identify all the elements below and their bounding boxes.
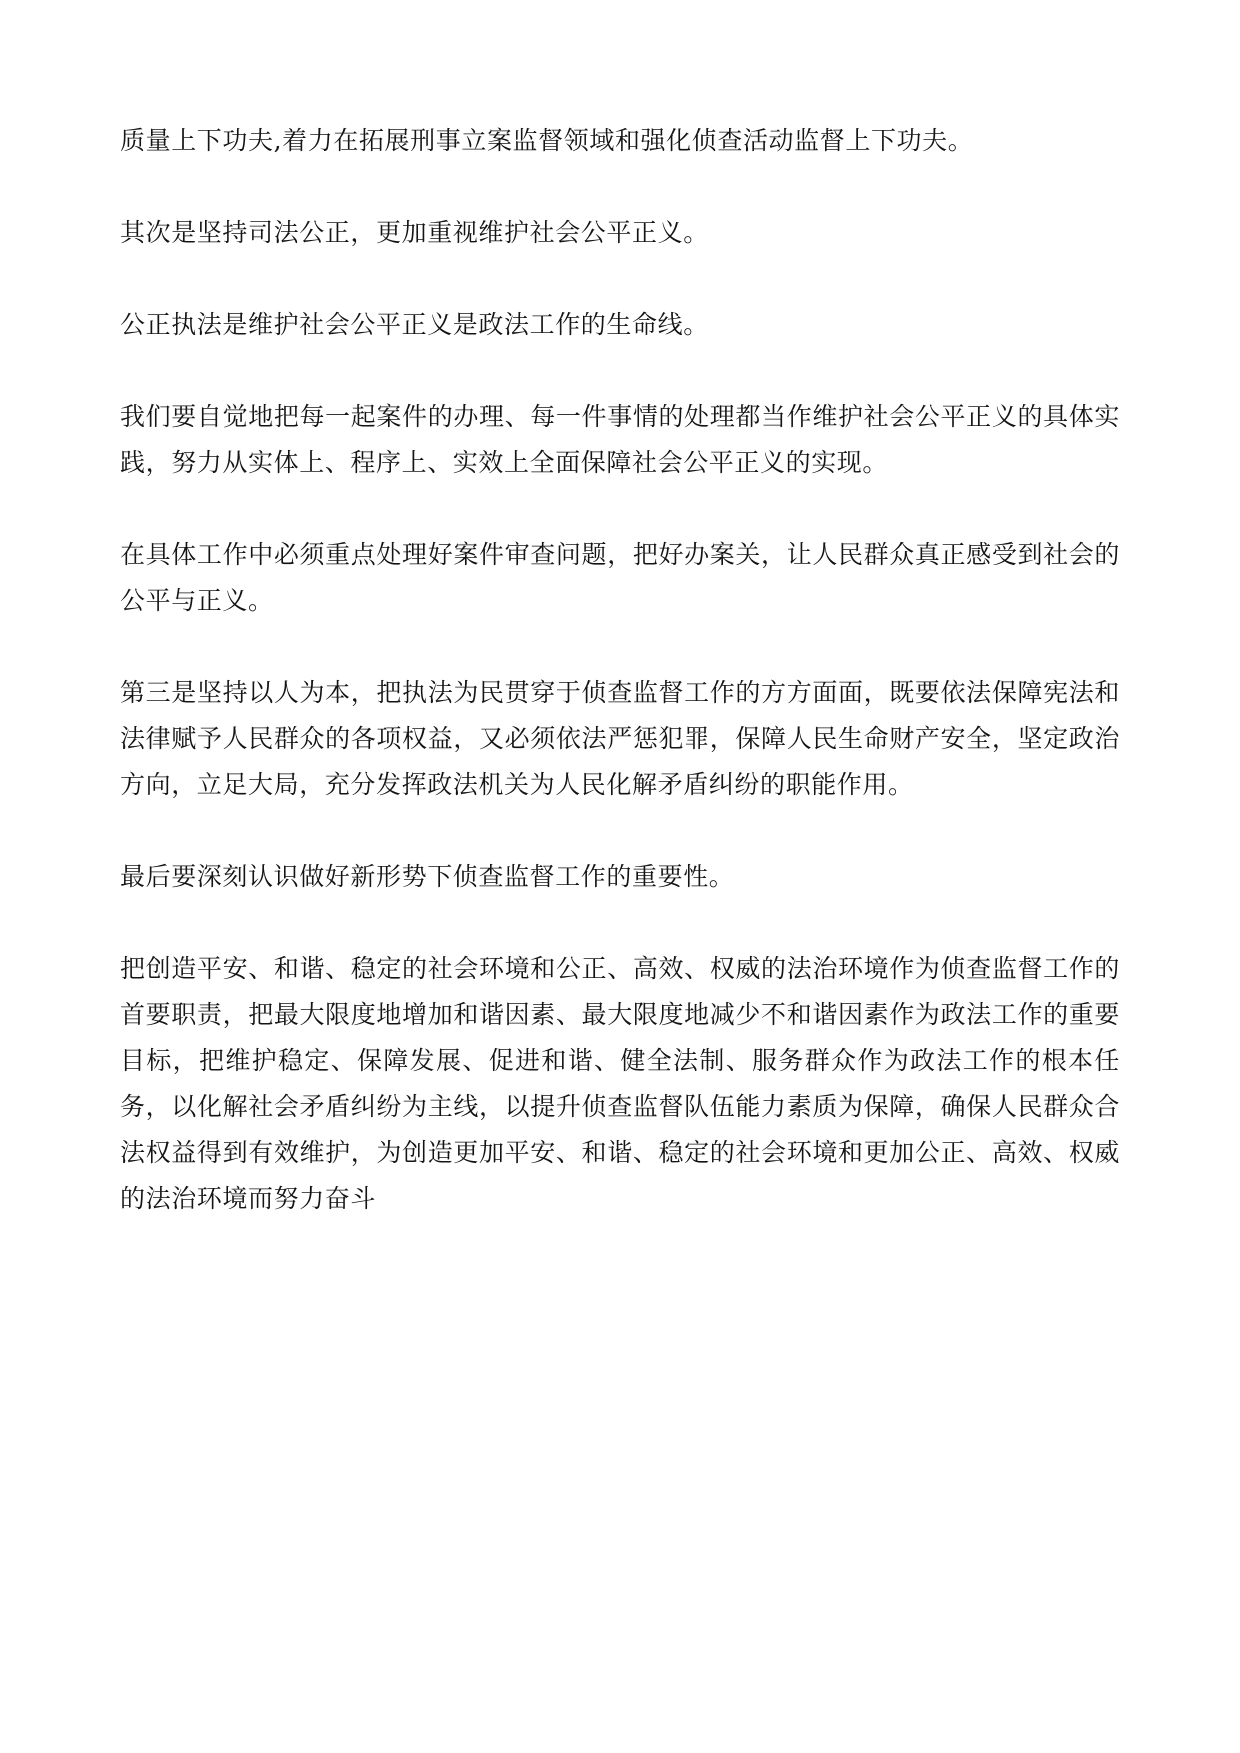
paragraph-4: 我们要自觉地把每一起案件的办理、每一件事情的处理都当作维护社会公平正义的具体实践，努力从实体上、程序上、实效上全面保障社会公平正义的实现。 [120,402,1120,477]
paragraph-5: 在具体工作中必须重点处理好案件审查问题，把好办案关，让人民群众真正感受到社会的公平与正义。 [120,540,1120,615]
paragraph-2: 其次是坚持司法公正，更加重视维护社会公平正义。 [120,218,709,247]
paragraph-1: 质量上下功夫,着力在拓展刑事立案监督领域和强化侦查活动监督上下功夫。 [120,126,974,155]
paragraph-7: 最后要深刻认识做好新形势下侦查监督工作的重要性。 [120,862,735,891]
paragraph-8: 把创造平安、和谐、稳定的社会环境和公正、高效、权威的法治环境作为侦查监督工作的首要职责，把最大限度地增加和谐因素、最大限度地减少不和谐因素作为政法工作的重要目标，把维护稳定、保障发展、促进和谐、健全法制、服务群众作为政法工作的根本任务，以化解社会矛盾纠纷为主线，以提升侦查监督队伍能力素质为保障，确保人民群众合法权益得到有效维护，为创造更加平安、和谐、稳定的社会环境和更加公正、高效、权威的法治环境而努力奋斗 [120,954,1120,1213]
document-body [120,118,1120,1268]
paragraph-6: 第三是坚持以人为本，把执法为民贯穿于侦查监督工作的方方面面，既要依法保障宪法和法律赋予人民群众的各项权益，又必须依法严惩犯罪，保障人民生命财产安全，坚定政治方向，立足大局，充分发挥政法机关为人民化解矛盾纠纷的职能作用。 [120,678,1120,799]
paragraph-3: 公正执法是维护社会公平正义是政法工作的生命线。 [120,310,709,339]
